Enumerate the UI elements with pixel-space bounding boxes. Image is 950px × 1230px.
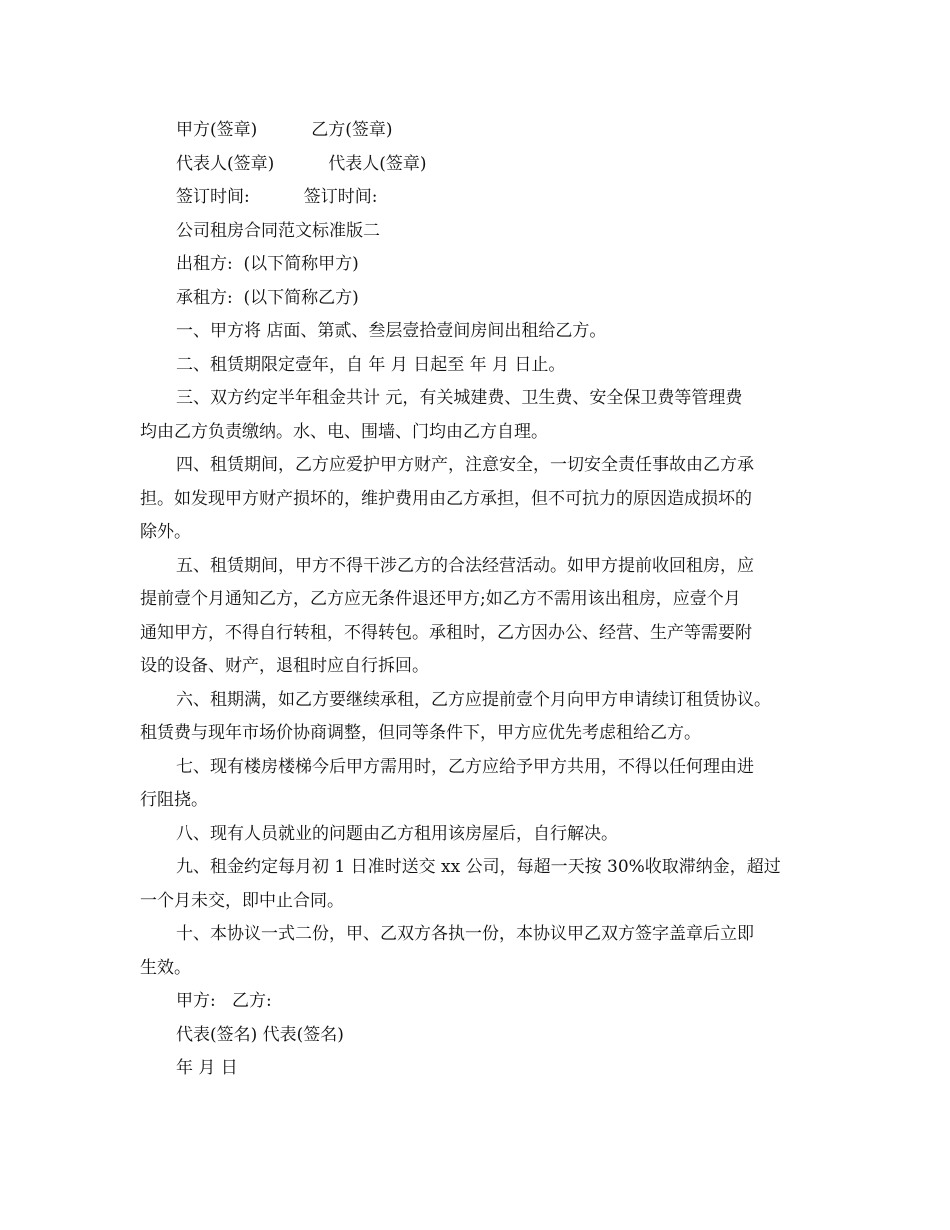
clause-7-line: 七、现有楼房楼梯今后甲方需用时，乙方应给予甲方共用，不得以任何理由进: [176, 756, 754, 777]
clause-3-line: 均由乙方负责缴纳。水、电、围墙、门均由乙方自理。: [140, 421, 548, 442]
clause-9-line: 一个月未交，即中止合同。: [140, 890, 344, 911]
signature-line-parties: 甲方(签章) 乙方(签章): [176, 120, 393, 140]
lessor-line: 出租方: (以下简称甲方): [176, 254, 359, 274]
clause-5-line: 通知甲方，不得自行转租，不得转包。承租时，乙方因办公、经营、生产等需要附: [140, 622, 752, 643]
clause-5-line: 提前壹个月通知乙方，乙方应无条件退还甲方;如乙方不需用该出租房，应壹个月: [140, 589, 741, 609]
clause-1: [140, 315, 820, 349]
clause-5-line: 设的设备、财产，退租时应自行拆回。: [140, 656, 429, 676]
clause-7-line: 行阻挠。: [140, 790, 208, 810]
lessee-line: 承租方: (以下简称乙方): [176, 287, 359, 308]
clause-6-line: 租赁费与现年市场价协商调整，但同等条件下，甲方应优先考虑租给乙方。: [140, 723, 701, 743]
clause-9-line: 九、租金约定每月初 1 日准时送交 xx 公司，每超一天按 30%收取滞纳金，超过: [176, 857, 781, 877]
signature-line-dates: 签订时间: 签订时间:: [176, 187, 378, 207]
contract-title: 公司租房合同范文标准版二: [176, 220, 380, 241]
clause-9: [140, 851, 820, 918]
clause-4: [140, 449, 820, 550]
clause-3: [140, 382, 820, 449]
document-body: [140, 114, 820, 1086]
final-signature-date: 年 月 日: [176, 1058, 238, 1078]
clause-10-line: 十、本协议一式二份，甲、乙双方各执一份，本协议甲乙双方签字盖章后立即: [176, 924, 754, 944]
clause-8-line: 八、现有人员就业的问题由乙方租用该房屋后，自行解决。: [176, 823, 618, 844]
clause-4-line: 担。如发现甲方财产损坏的，维护费用由乙方承担，但不可抗力的原因造成损坏的: [140, 488, 752, 509]
clause-10-line: 生效。: [140, 957, 191, 978]
clause-5-line: 五、租赁期间，甲方不得干涉乙方的合法经营活动。如甲方提前收回租房，应: [176, 555, 754, 576]
clause-2-line: 二、租赁期限定壹年，自 年 月 日起至 年 月 日止。: [176, 354, 566, 375]
clause-8: [140, 818, 820, 852]
clause-4-line: 除外。: [140, 522, 191, 542]
clause-10: [140, 918, 820, 985]
final-signature-representatives: 代表(签名) 代表(签名): [176, 1024, 344, 1045]
clause-4-line: 四、租赁期间，乙方应爱护甲方财产，注意安全，一切安全责任事故由乙方承: [176, 455, 754, 475]
clause-2: [140, 349, 820, 383]
clause-7: [140, 751, 820, 818]
signature-line-representatives: 代表人(签章) 代表人(签章): [176, 153, 427, 174]
final-signature-parties: 甲方: 乙方:: [176, 991, 272, 1011]
clause-3-line: 三、双方约定半年租金共计 元，有关城建费、卫生费、安全保卫费等管理费: [176, 388, 743, 408]
clause-6-line: 六、租期满，如乙方要继续承租，乙方应提前壹个月向甲方申请续订租赁协议。: [176, 689, 771, 710]
clause-6: [140, 684, 820, 751]
clause-1-line: 一、甲方将 店面、第贰、叁层壹拾壹间房间出租给乙方。: [176, 321, 607, 341]
clause-5: [140, 550, 820, 684]
